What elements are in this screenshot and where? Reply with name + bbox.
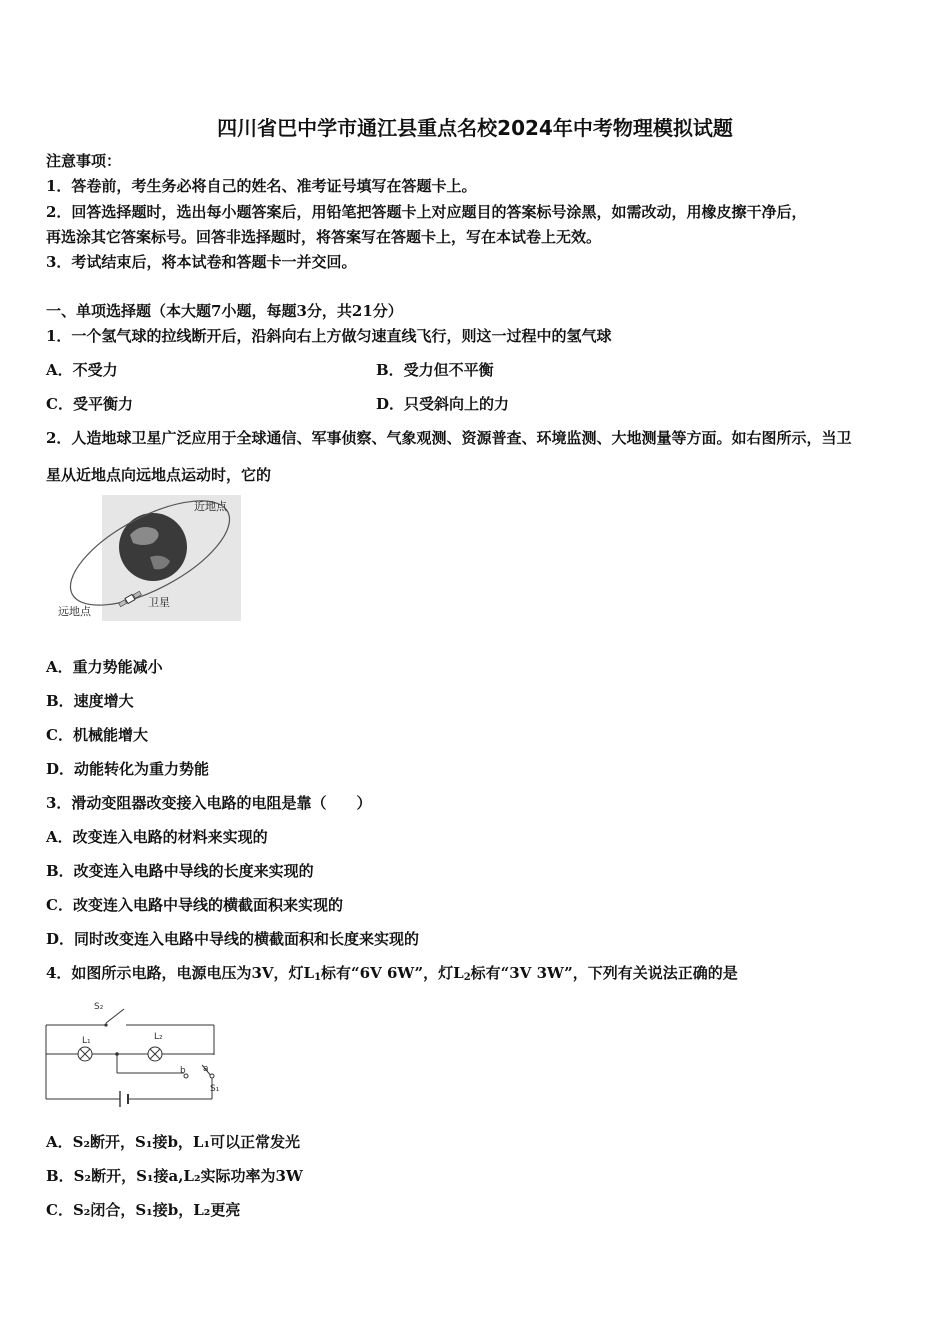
junction-dot xyxy=(104,1023,107,1026)
junction-dot xyxy=(115,1052,119,1056)
notice-item-2-line-1: 2．回答选择题时，选出每小题答案后，用铅笔把答题卡上对应题目的答案标号涂黑，如需改动，用橡皮擦干净后， xyxy=(46,203,807,221)
q3-option-d: D．同时改变连入电路中导线的横截面积和长度来实现的 xyxy=(46,930,420,948)
circuit-figure xyxy=(40,995,230,1115)
switch-s2-label: S₂ xyxy=(94,1002,104,1012)
q2-stem-line-1: 2．人造地球卫星广泛应用于全球通信、军事侦察、气象观测、资源普查、环境监测、大地测量等方面。如右图所示，当卫 xyxy=(46,429,852,447)
far-point-label: 远地点 xyxy=(58,605,91,618)
q1-option-d: D．只受斜向上的力 xyxy=(376,395,510,413)
q1-stem: 1．一个氢气球的拉线断开后，沿斜向右上方做匀速直线飞行，则这一过程中的氢气球 xyxy=(46,327,612,345)
q3-stem: 3．滑动变阻器改变接入电路的电阻是靠（ ） xyxy=(46,794,372,812)
satellite-orbit-diagram xyxy=(50,495,241,621)
q2-option-a: A．重力势能减小 xyxy=(46,658,163,676)
terminal-b-label: b xyxy=(180,1066,186,1076)
q4-option-b: B．S₂断开，S₁接a,L₂实际功率为3W xyxy=(46,1167,303,1185)
q4-stem-part-c: 标有“3V 3W”，下列有关说法正确的是 xyxy=(470,964,738,982)
q2-option-d: D．动能转化为重力势能 xyxy=(46,760,210,778)
lamp-l2-label: L₂ xyxy=(154,1032,163,1042)
switch-s2-blade xyxy=(106,1009,124,1023)
satellite-orbit-figure xyxy=(50,495,241,621)
q2-stem-line-2: 星从近地点向远地点运动时，它的 xyxy=(46,466,272,484)
q1-option-a: A．不受力 xyxy=(46,361,118,379)
q4-stem-sub-2: 2 xyxy=(463,972,471,983)
section-heading: 一、单项选择题（本大题7小题，每题3分，共21分） xyxy=(46,302,403,320)
lamp-l1-label: L₁ xyxy=(82,1036,91,1046)
notice-heading: 注意事项： xyxy=(46,152,122,170)
q4-stem-part-a: 4．如图所示电路，电源电压为3V，灯L xyxy=(46,964,315,982)
notice-item-1: 1．答卷前，考生务必将自己的姓名、准考证号填写在答题卡上。 xyxy=(46,177,477,195)
q3-option-c: C．改变连入电路中导线的横截面积来实现的 xyxy=(46,896,343,914)
q4-option-c: C．S₂闭合，S₁接b，L₂更亮 xyxy=(46,1201,241,1219)
q4-stem-part-b: 标有“6V 6W”，灯L xyxy=(321,964,464,982)
near-point-label: 近地点 xyxy=(194,500,227,513)
terminal-a-label: a xyxy=(203,1064,209,1074)
page-title: 四川省巴中学市通江县重点名校2024年中考物理模拟试题 xyxy=(217,116,733,140)
q1-option-b: B．受力但不平衡 xyxy=(376,361,494,379)
notice-item-3: 3．考试结束后，将本试卷和答题卡一并交回。 xyxy=(46,253,357,271)
switch-s1-label: S₁ xyxy=(210,1084,220,1094)
q3-option-b: B．改变连入电路中导线的长度来实现的 xyxy=(46,862,314,880)
satellite-label: 卫星 xyxy=(148,596,170,609)
q4-stem xyxy=(46,964,738,987)
notice-item-2-line-2: 再选涂其它答案标号。回答非选择题时，将答案写在答题卡上，写在本试卷上无效。 xyxy=(46,228,602,246)
q4-stem-sub-1: 1 xyxy=(314,972,322,983)
q4-option-a: A．S₂断开，S₁接b，L₁可以正常发光 xyxy=(46,1133,301,1151)
q2-option-b: B．速度增大 xyxy=(46,692,134,710)
terminal-a xyxy=(210,1074,214,1078)
q3-option-a: A．改变连入电路的材料来实现的 xyxy=(46,828,268,846)
q2-option-c: C．机械能增大 xyxy=(46,726,148,744)
q1-option-c: C．受平衡力 xyxy=(46,395,133,413)
circuit-diagram xyxy=(40,995,230,1115)
